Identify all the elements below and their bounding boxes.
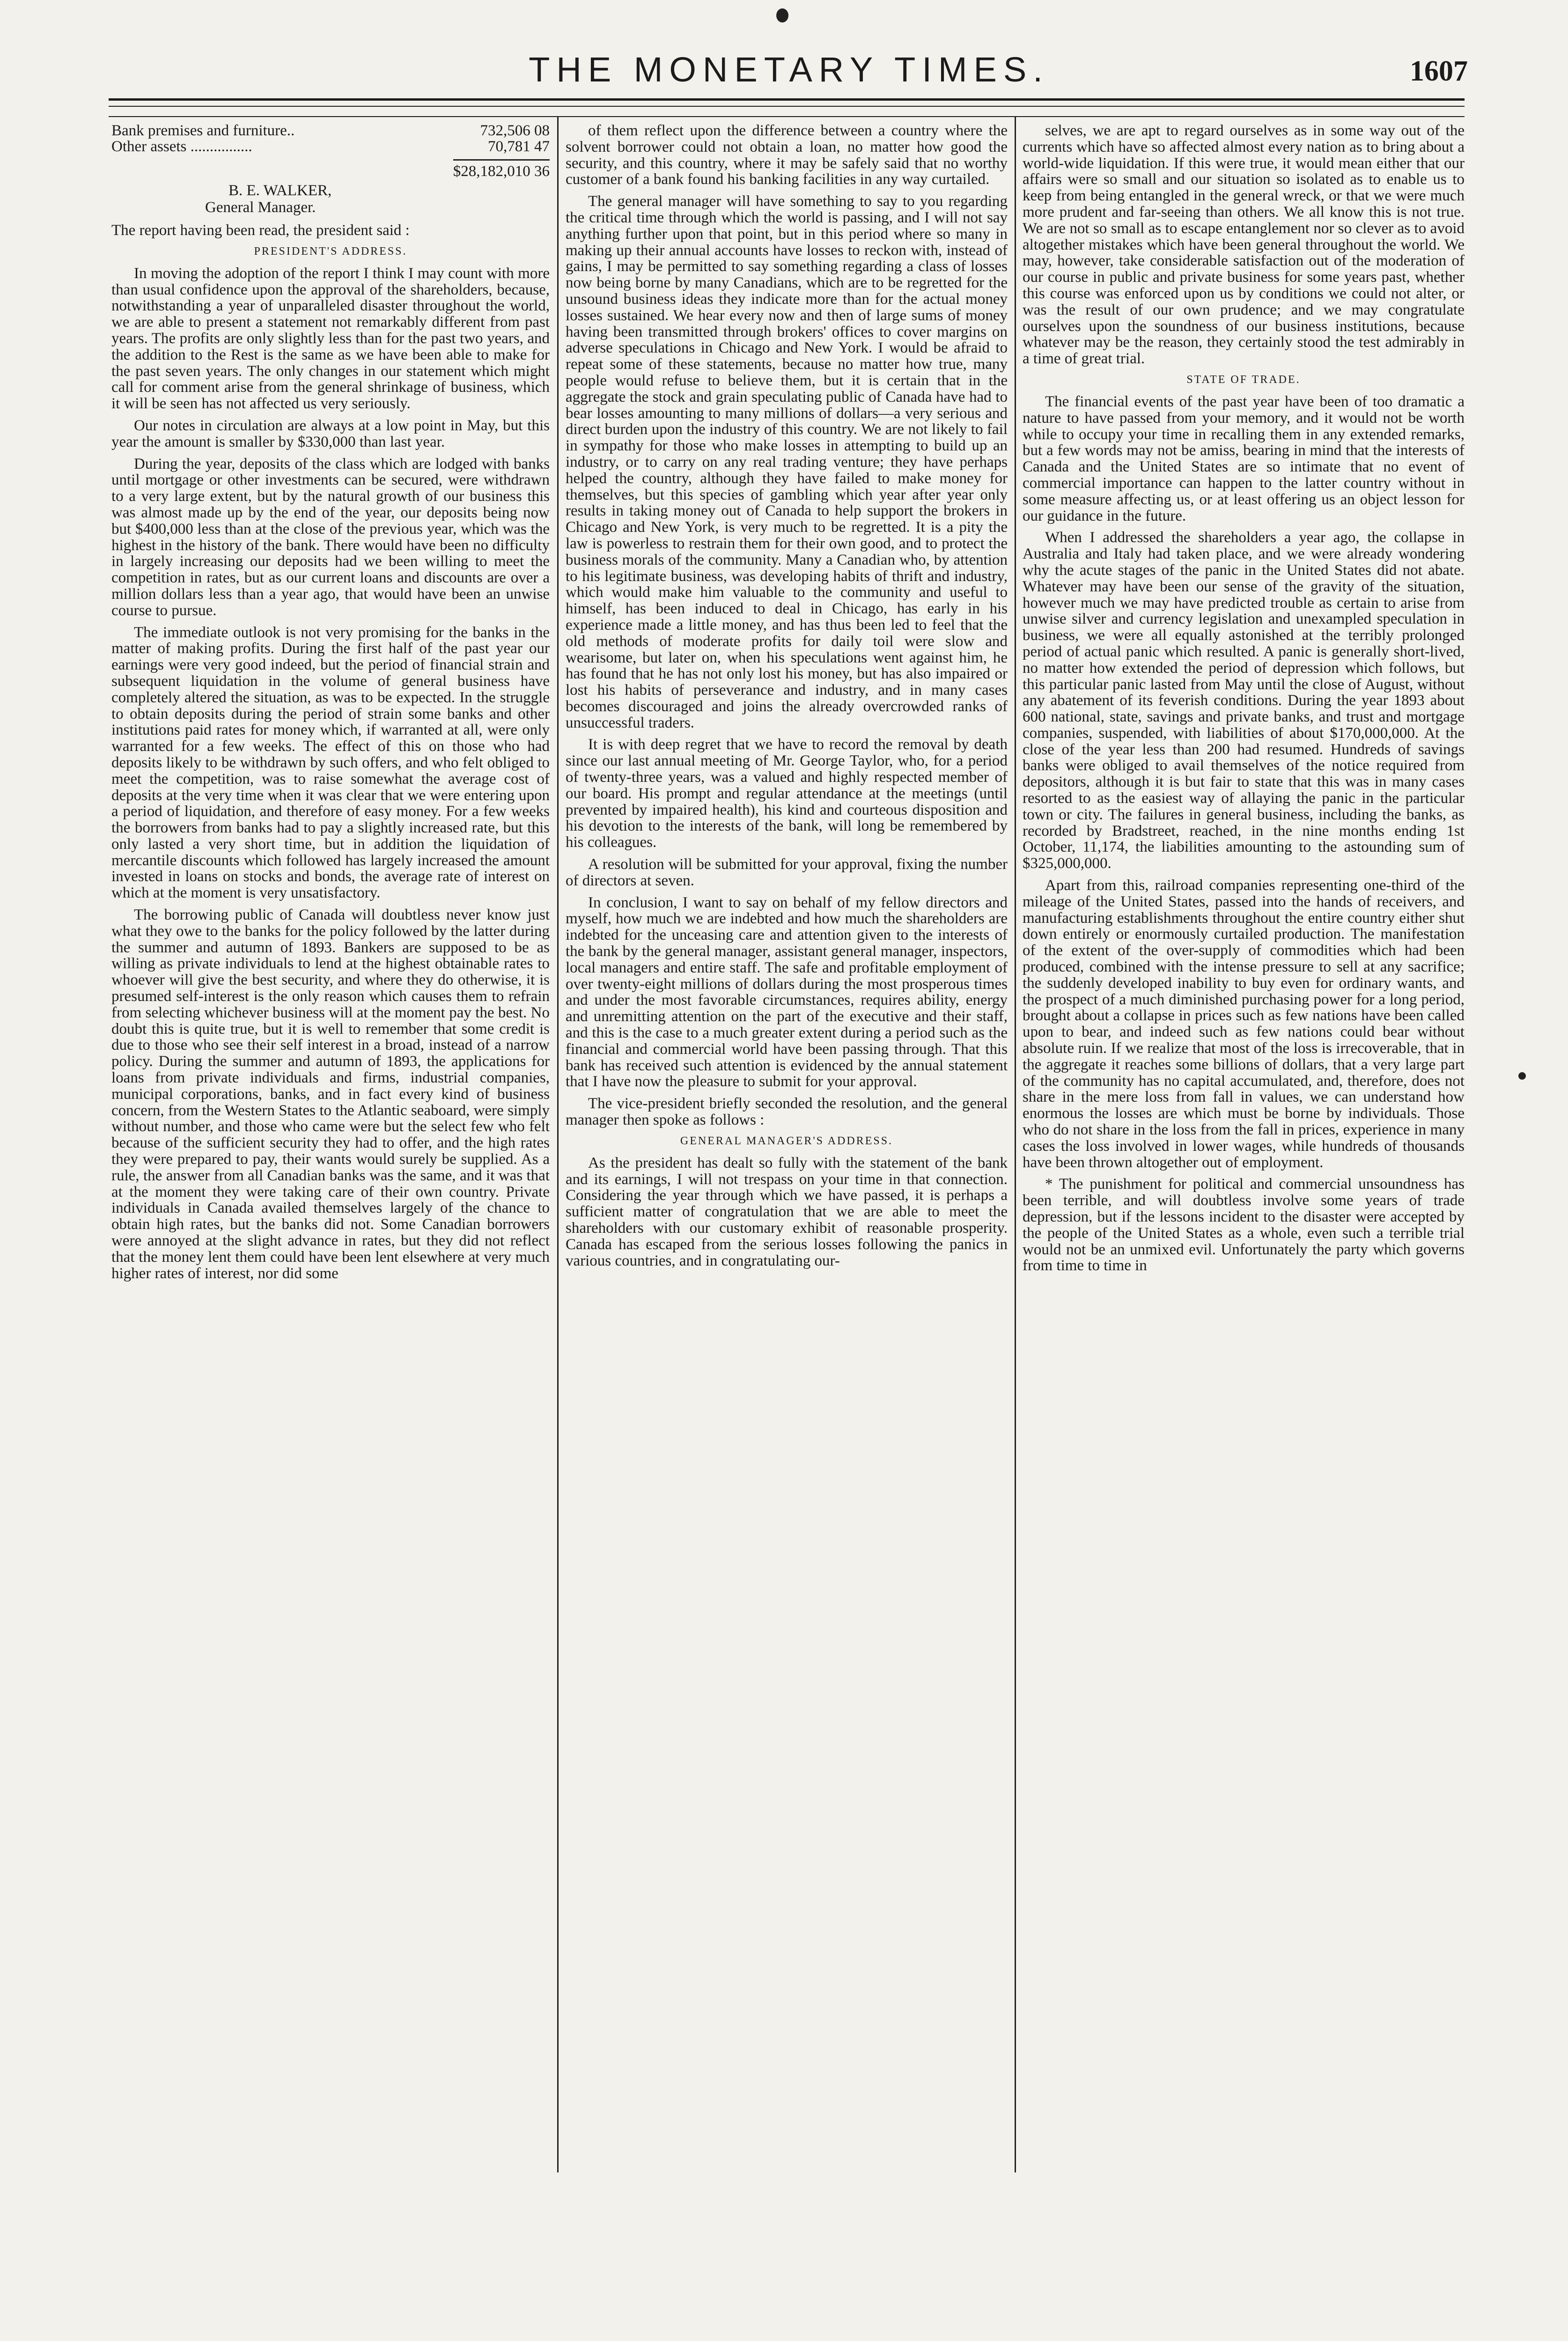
section-heading-general-manager: GENERAL MANAGER'S ADDRESS. xyxy=(680,1134,893,1147)
paragraph: The vice-president briefly seconded the resolution, and the general manager then spoke as follows : xyxy=(566,1095,1008,1129)
signature-name: B. E. WALKER, xyxy=(228,182,332,199)
header-rule-lower xyxy=(109,116,1465,117)
signature-title: General Manager. xyxy=(205,199,316,216)
column-1-body xyxy=(111,265,550,1282)
section-heading-state-of-trade: STATE OF TRADE. xyxy=(1186,373,1301,386)
paragraph: The general manager will have something to say to you regarding the critical time through which the world is passing, and I will not say anything further upon that point, but in this period where so many in making up their annual accounts have losses to reckon with, instead of gains, I may be permitted to say something regarding a class of losses now being borne by many Canadians, which are to be regretted for the unsound business ideas they indicate more than for the actual money losses sustained. We hear every now and then of large sums of money having been transmitted through brokers' offices to cover margins on adverse speculations in Chicago and New York. I would be afraid to repeat some of these statements, because no matter how true, many people would refuse to believe them, but it is certain that in the aggregate the stock and grain speculating public of Canada have had to bear losses amounting to many millions of dollars—a very serious and direct burden upon the industry of this country. We are not likely to fail in sympathy for those who make losses in attempting to build up an industry, or to carry on any real trading venture; they have perhaps helped the country, although they have failed to make money for themselves, but this species of gambling which year after year only results in taking money out of Canada to help support the brokers in Chicago and New York, is very much to be regretted. It is a pity the law is powerless to restrain them for their own good, and to protect the business morals of the community. Many a Canadian who, by attention to his legitimate business, was developing habits of thrift and industry, which would make him valuable to the community and useful to himself, has been induced to deal in Chicago, has early in his experience made a little money, and has thus been led to feel that the old methods of moderate profits for daily toil were slow and wearisome, but later on, when his speculations went against him, he has found that he has not only lost his money, but has also impaired or lost his habits of perseverance and industry, and in many cases becomes discouraged and joins the already overcrowded ranks of unsuccessful traders. xyxy=(566,193,1008,731)
column-2-body-after xyxy=(566,1155,1008,1269)
masthead: THE MONETARY TIMES. xyxy=(529,50,1049,89)
page-number: 1607 xyxy=(1410,55,1468,87)
paragraph: * The punishment for political and commercial unsoundness has been terrible, and will doubtless involve some years of trade depression, but if the lessons incident to the disaster were accepted by the people of the United States as a whole, even such a terrible trial would not be an unmixed evil. Unfortunately the party which governs from time to time in xyxy=(1023,1176,1465,1274)
paragraph: When I addressed the shareholders a year ago, the collapse in Australia and Italy had taken place, and we were already wondering why the acute stages of the panic in the United States did not abate. Whatever may have been our sense of the gravity of the situation, however much we may have predicted trouble as certain to arise from unwise silver and currency legislation and unexampled speculation in business, we were all equally astonished at the terribly prolonged period of actual panic which resulted. A panic is generally short-lived, no matter how extended the period of depression which follows, but this particular panic lasted from May until the close of August, without any abatement of its feverish conditions. During the year 1893 about 600 national, state, savings and private banks, and trust and mortgage companies, suspended, with liabilities of about $170,000,000. At the close of the year less than 200 had resumed. Hundreds of savings banks were obliged to avail themselves of the notice required from depositors, although it is but fair to state that this was in many cases resorted to as the easiest way of allaying the panic in the particular town or city. The failures in general business, including the banks, as recorded by Bradstreet, reached, in the nine months ending 1st October, 11,174, the liabilities amounting to the astounding sum of $325,000,000. xyxy=(1023,529,1465,872)
financial-row xyxy=(111,123,550,139)
column-3-body xyxy=(1023,123,1465,367)
paragraph: The financial events of the past year have been of too dramatic a nature to have passed from your memory, and it would not be worth while to occupy your time in recalling them in any extended remarks, but a few words may not be amiss, bearing in mind that the interests of Canada and the United States are so intimate that no event of commercial importance can happen to the latter country without in some measure affecting us, or at least offering us an object lesson for our guidance in the future. xyxy=(1023,393,1465,524)
paragraph: of them reflect upon the difference between a country where the solvent borrower could not obtain a loan, no matter how good the security, and this country, where it may be safely said that no worthy customer of a bank found his banking facilities in any way curtailed. xyxy=(566,123,1008,188)
paragraph: selves, we are apt to regard ourselves as in some way out of the currents which have so affected almost every nation as to bring about a world-wide liquidation. If this were true, it would mean either that our affairs were so small and our situation so isolated as to enable us to keep from being entangled in the general wreck, or that we were much more prudent and far-seeing than others. We all know this is not true. We are not so small as to escape entanglement nor so clever as to avoid altogether mistakes which have been general throughout the world. We may, however, take considerable satisfaction out of the moderation of our course in public and private business for some years past, whether this course was enforced upon us by conditions we could not alter, or was the result of our own prudence; and we may congratulate ourselves upon the soundness of our business institutions, because whatever may be the reason, they certainly stood the test admirably in a time of great trial. xyxy=(1023,123,1465,368)
column-divider-2 xyxy=(1015,117,1016,2172)
column-2 xyxy=(566,123,1008,2173)
financial-label: Other assets ................ xyxy=(111,138,252,155)
financial-label: Bank premises and furniture.. xyxy=(111,123,295,139)
report-intro: The report having been read, the president said : xyxy=(111,222,410,239)
paragraph: In moving the adoption of the report I think I may count with more than usual confidence upon the approval of the shareholders, because, notwithstanding a year of unparalleled disaster throughout the world, we are able to present a statement not remarkably different from past years. The profits are only slightly less than for the past two years, and the addition to the Rest is the same as we have been able to make for the past seven years. The only changes in our statement which might call for comment arise from the general shrinkage of business, which it will be seen has not affected us very seriously. xyxy=(111,265,550,412)
header-rule-thin xyxy=(109,106,1465,107)
column-3-body-after xyxy=(1023,394,1465,1274)
paragraph: Apart from this, railroad companies representing one-third of the mileage of the United States, passed into the hands of receivers, and manufacturing establishments throughout the entire country either shut down entirely or enormously curtailed production. The manifestation of the extent of the over-supply of commodities which had been produced, combined with the intense pressure to sell at any sacrifice; the suddenly developed inability to buy even for ordinary wants, and the prospect of a much diminished purchasing power for a long period, brought about a collapse in prices such as few nations have been called upon to bear, and indeed such as few nations could bear without absolute ruin. If we realize that most of the loss is irrecoverable, that in the aggregate it reaches some billions of dollars, that a very large part of the community has no capital accumulated, and, therefore, does not share in the mere loss from fall in values, we can understand how enormous the losses are which must be borne by individuals. Those who do not share in the loss from the fall in prices, experience in many cases the loss involved in lower wages, while hundreds of thousands have been thrown altogether out of employment. xyxy=(1023,877,1465,1171)
financial-statement xyxy=(111,123,550,179)
section-heading-president: PRESIDENT'S ADDRESS. xyxy=(254,245,407,258)
financial-row xyxy=(111,139,550,155)
financial-total: $28,182,010 36 xyxy=(453,159,550,179)
paragraph: The borrowing public of Canada will doubtless never know just what they owe to the banks for the policy followed by the latter during the summer and autumn of 1893. Bankers are supposed to be as willing as private individuals to lend at the highest obtainable rates to whoever will give the best security, and where they do otherwise, it is presumed self-interest is the only reason which causes them to refrain from selecting whichever business will at the moment pay the best. No doubt this is quite true, but it is well to remember that some credit is due to those who see their self interest in a broad, instead of a narrow policy. During the summer and autumn of 1893, the applications for loans from private individuals and firms, industrial companies, municipal corporations, banks, and in fact every kind of business concern, from the Western States to the Atlantic seaboard, were simply without number, and those who came were but the select few who felt because of the sufficient security they had to offer, and the high rates they were prepared to pay, their wants would surely be supplied. As a rule, the answer from all Canadian banks was the same, and it was that at the moment they were taking care of their own country. Private individuals in Canada availed themselves largely of the chance to obtain high rates, but the banks did not. Some Canadian borrowers were annoyed at the slight advance in rates, but they did not reflect that the money lent them could have been lent elsewhere at very much higher rates of interest, nor did some xyxy=(111,906,550,1282)
paragraph: Our notes in circulation are always at a low point in May, but this year the amount is smaller by $330,000 than last year. xyxy=(111,417,550,450)
top-ink-dot xyxy=(776,8,788,22)
financial-total-row xyxy=(111,155,550,179)
column-1 xyxy=(111,123,550,2173)
paragraph: As the president has dealt so fully with the statement of the bank and its earnings, I will not trespass on your time in that connection. Considering the year through which we have passed, it is perhaps a sufficient matter of congratulation that we are able to meet the shareholders with our customary exhibit of reasonable prosperity. Canada has escaped from the serious losses following the panics in various countries, and in congratulating our- xyxy=(566,1154,1008,1269)
paragraph: During the year, deposits of the class which are lodged with banks until mortgage or other investments can be secured, were withdrawn to a very large extent, but by the natural growth of our business this was almost made up by the end of the year, our deposits being now but $400,000 less than at the close of the previous year, which was the highest in the history of the bank. There would have been no difficulty in largely increasing our deposits had we been willing to meet the competition in rates, but as our current loans and discounts are over a million dollars less than a year ago, that would have been an unwise course to pursue. xyxy=(111,455,550,619)
paragraph: A resolution will be submitted for your approval, fixing the number of directors at seven. xyxy=(566,856,1008,889)
financial-amount: 70,781 47 xyxy=(488,138,550,155)
header-rule-thick xyxy=(109,98,1465,101)
column-3 xyxy=(1023,123,1465,2173)
signature xyxy=(111,182,550,216)
paragraph: The immediate outlook is not very promising for the banks in the matter of making profits. During the first half of the past year our earnings were very good indeed, but the period of financial strain and subsequent liquidation in the volume of general business have completely altered the situation, as was to be expected. In the struggle to obtain deposits during the period of strain some banks and other institutions paid rates for money which, if warranted at all, were only warranted for a few weeks. The effect of this on those who had deposits likely to be withdrawn by such offers, and who felt obliged to meet the competition, was to raise somewhat the average cost of deposits at the very time when it was clear that we were entering upon a period of liquidation, and therefore of easy money. For a few weeks the borrowers from banks had to pay a slightly increased rate, but this only lasted a very short time, but in addition the liquidation of mercantile discounts which followed has largely increased the amount invested in loans on stocks and bonds, the average rate of interest on which at the moment is very unsatisfactory. xyxy=(111,624,550,902)
paragraph: It is with deep regret that we have to record the removal by death since our last annual meeting of Mr. George Taylor, who, for a period of twenty-three years, was a valued and highly respected member of our board. His prompt and regular attendance at the meetings (until prevented by impaired health), his kind and courteous disposition and his devotion to the interests of the bank, will long be remembered by his colleagues. xyxy=(566,736,1008,851)
margin-ink-dot xyxy=(1518,1072,1526,1080)
financial-amount: 732,506 08 xyxy=(480,123,550,139)
paragraph: In conclusion, I want to say on behalf of my fellow directors and myself, how much we are indebted and how much the shareholders are indebted for the unceasing care and attention given to the interests of the bank by the general manager, assistant general manager, inspectors, local managers and entire staff. The safe and profitable employment of over twenty-eight millions of dollars during the most prosperous times and under the most favorable circumstances, requires ability, energy and unremitting attention on the part of the executive and their staff, and this is the case to a much greater extent during a period such as the financial and commercial world have been passing through. That this bank has received such attention is evidenced by the annual statement that I have now the pleasure to submit for your approval. xyxy=(566,894,1008,1090)
column-2-body xyxy=(566,123,1008,1128)
column-divider-1 xyxy=(557,117,559,2172)
